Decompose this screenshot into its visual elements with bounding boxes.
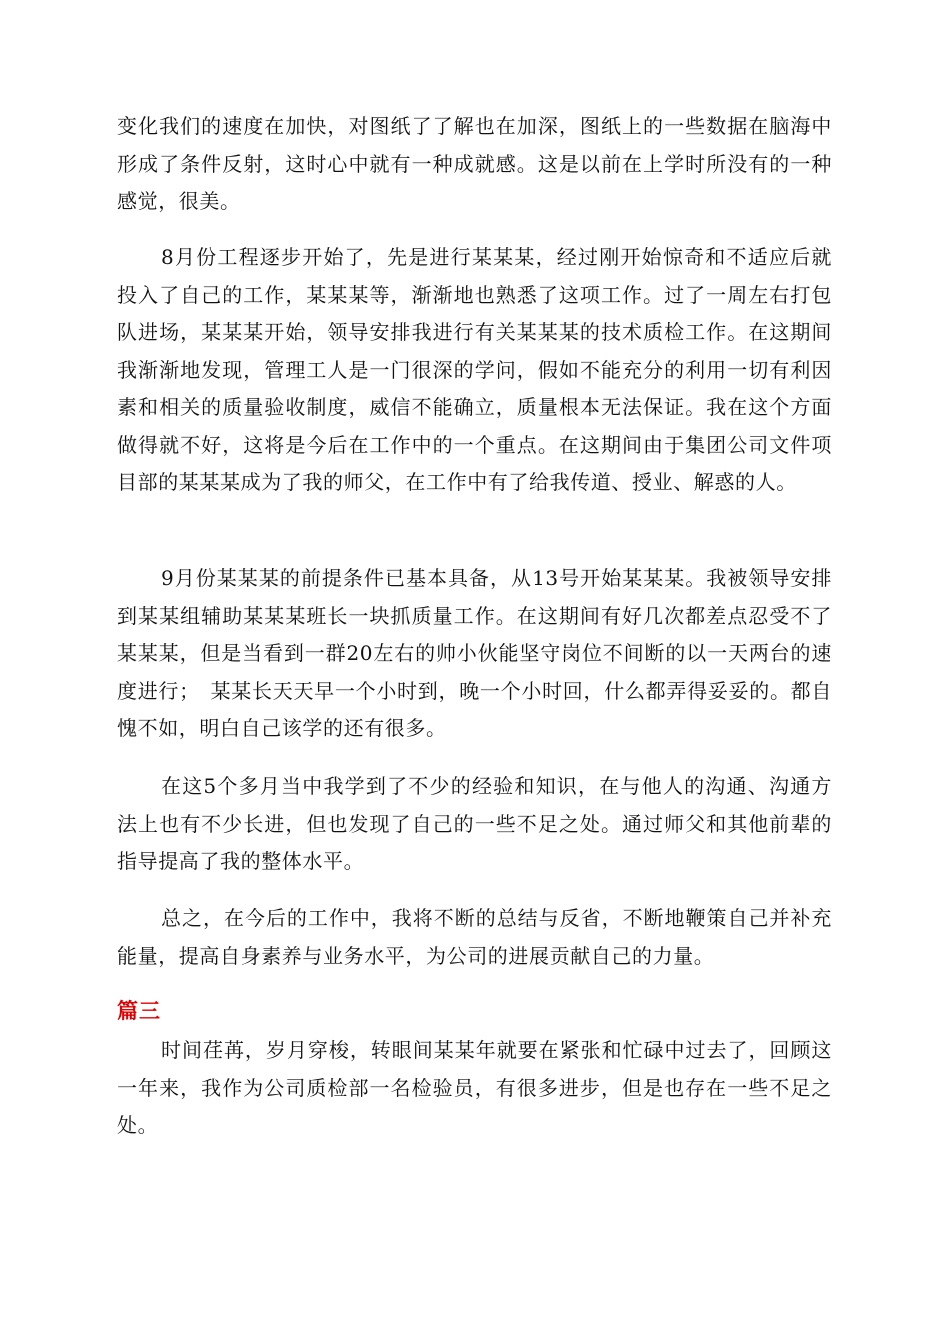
- section-heading: 篇三: [117, 999, 161, 1023]
- paragraph-conclusion: 总之，在今后的工作中，我将不断的总结与反省，不断地鞭策自己并补充能量，提高自身素养与业务水平，为公司的进展贡献自己的力量。: [117, 906, 832, 968]
- paragraph-august: 8月份工程逐步开始了，先是进行某某某，经过刚开始惊奇和不适应后就投入了自己的工作，某某某等，渐渐地也熟悉了这项工作。过了一周左右打包队进场，某某某开始，领导安排我进行有关某某某的技术质检工作。在这期间我渐渐地发现，管理工人是一门很深的学问，假如不能充分的利用一切有利因素和相关的质量验收制度，威信不能确立，质量根本无法保证。我在这个方面做得就不好，这将是今后在工作中的一个重点。在这期间由于集团公司文件项目部的某某某成为了我的师父，在工作中有了给我传道、授业、解惑的人。: [117, 245, 832, 494]
- paragraph-continuation: 变化我们的速度在加快，对图纸了了解也在加深，图纸上的一些数据在脑海中形成了条件反射，这时心中就有一种成就感。这是以前在上学时所没有的一种感觉，很美。: [117, 114, 832, 213]
- paragraph-five-months: 在这5个多月当中我学到了不少的经验和知识，在与他人的沟通、沟通方法上也有不少长进，但也发现了自己的一些不足之处。通过师父和其他前辈的指导提高了我的整体水平。: [117, 774, 832, 873]
- paragraph-september: 9月份某某某的前提条件已基本具备，从13号开始某某某。我被领导安排到某某组辅助某某某班长一块抓质量工作。在这期间有好几次都差点忍受不了某某某，但是当看到一群20左右的帅小伙能坚守岗位不间断的以一天两台的速度进行； 某某长天天早一个小时到，晚一个小时回，什么都弄得妥妥的。都自愧不如，明白自己该学的还有很多。: [117, 566, 832, 740]
- paragraph-section-intro: 时间荏苒，岁月穿梭，转眼间某某年就要在紧张和忙碌中过去了，回顾这一年来，我作为公司质检部一名检验员，有很多进步，但是也存在一些不足之处。: [117, 1038, 832, 1137]
